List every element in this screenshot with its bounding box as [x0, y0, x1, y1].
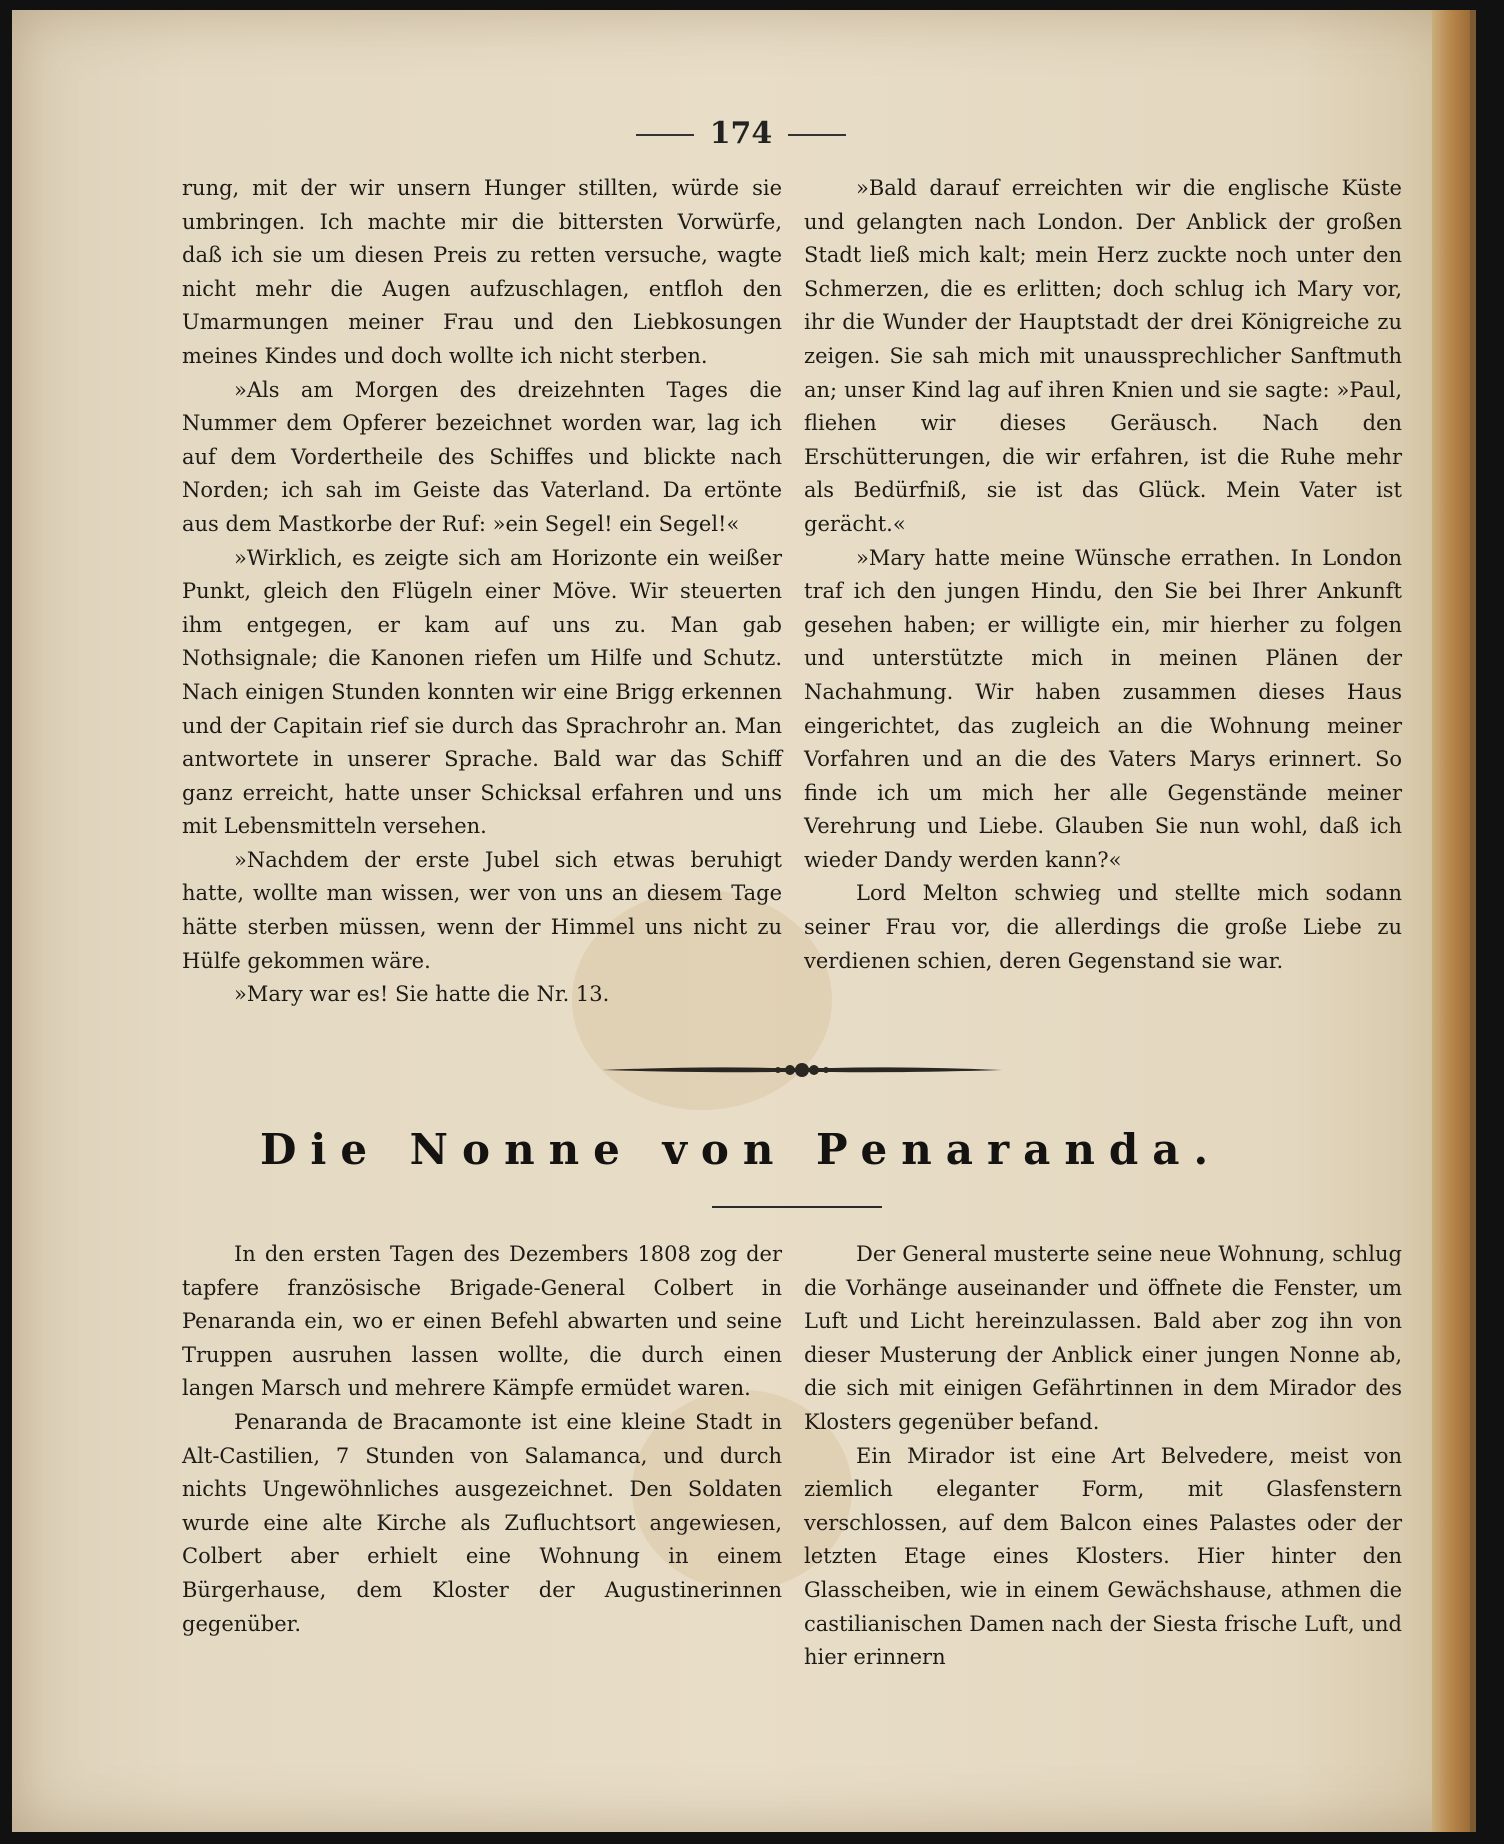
ornament-divider-icon [602, 1056, 1002, 1084]
title-rule [712, 1206, 882, 1208]
paragraph: »Nachdem der erste Jubel sich etwas beruhigt hatte, wollte man wissen, wer von uns an diesem Tage hätte sterben müssen, wenn der Himmel uns nicht zu Hülfe gekommen wäre. [182, 847, 782, 973]
book-page [12, 10, 1476, 1832]
column-bottom-left [182, 1238, 782, 1641]
header-dash-right [788, 134, 846, 136]
paragraph: »Mary hatte meine Wünsche errathen. In London traf ich den jungen Hindu, den Sie bei Ihrer Ankunft gesehen haben; er willigte ein, mir hierher zu folgen und unterstützte mich in meinen Plänen der Nachahmung. Wir haben zusammen dieses Haus eingerichtet, das zugleich an die Wohnung meiner Vorfahren und an die des Vaters Marys erinnert. So finde ich um mich her alle Gegenstände meiner Verehrung und Liebe. Glauben Sie nun wohl, daß ich wieder Dandy werden kann?« [804, 545, 1402, 872]
article-title: Die Nonne von Penaranda. [259, 1125, 1223, 1174]
paragraph: In den ersten Tagen des Dezembers 1808 zog der tapfere französische Brigade-General Colbert in Penaranda ein, wo er einen Befehl abwarten und seine Truppen ausruhen lassen wollte, die durch einen langen Marsch und mehrere Kämpfe ermüdet waren. [182, 1242, 782, 1401]
paragraph: Ein Mirador ist eine Art Belvedere, meist von ziemlich eleganter Form, mit Glasfenstern verschlossen, auf dem Balcon eines Palastes oder der letzten Etage eines Klosters. Hier hinter den Glasscheiben, wie in einem Gewächshause, athmen die castilianischen Damen nach der Siesta frische Luft, und hier erinnern [804, 1443, 1402, 1670]
paragraph: Penaranda de Bracamonte ist eine kleine Stadt in Alt-Castilien, 7 Stunden von Salamanca, und durch nichts Ungewöhnliches ausgezeichnet. Den Soldaten wurde eine alte Kirche als Zufluchtsort angewiesen, Colbert aber erhielt eine Wohnung in einem Bürgerhause, dem Kloster der Augustinerinnen gegenüber. [182, 1409, 782, 1636]
paragraph: »Mary war es! Sie hatte die Nr. 13. [234, 982, 610, 1007]
page-number: 174 [709, 116, 773, 151]
paragraph: »Bald darauf erreichten wir die englische Küste und gelangten nach London. Der Anblick der großen Stadt ließ mich kalt; mein Herz zuckte noch unter den Schmerzen, die es erlitten; doch schlug ich Mary vor, ihr die Wunder der Hauptstadt der drei Königreiche zu zeigen. Sie sah mich mit unaussprechlicher Sanftmuth an; unser Kind lag auf ihren Knien und sie sagte: »Paul, fliehen wir dieses Geräusch. Nach den Erschütterungen, die wir erfahren, ist die Ruhe mehr als Bedürfniß, sie ist das Glück. Mein Vater ist gerächt.« [804, 176, 1402, 536]
paragraph: Der General musterte seine neue Wohnung, schlug die Vorhänge auseinander und öffnete die Fenster, um Luft und Licht hereinzulassen. Bald aber zog ihn von dieser Musterung der Anblick einer jungen Nonne ab, die sich mit einigen Gefährtinnen in dem Mirador des Klosters gegenüber befand. [804, 1242, 1402, 1434]
column-bottom-right [804, 1238, 1402, 1675]
paragraph: rung, mit der wir unsern Hunger stillten, würde sie umbringen. Ich machte mir die bittersten Vorwürfe, daß ich sie um diesen Preis zu retten versuche, wagte nicht mehr die Augen aufzuschlagen, entfloh den Umarmungen meiner Frau und den Liebkosungen meines Kindes und doch wollte ich nicht sterben. [182, 176, 782, 368]
column-top-right [804, 172, 1402, 978]
column-top-left [182, 172, 782, 1012]
paragraph: »Als am Morgen des dreizehnten Tages die Nummer dem Opferer bezeichnet worden war, lag ich auf dem Vordertheile des Schiffes und blickte nach Norden; ich sah im Geiste das Vaterland. Da ertönte aus dem Mastkorbe der Ruf: »ein Segel! ein Segel!« [182, 377, 782, 536]
page-header [12, 116, 1470, 151]
paragraph: »Wirklich, es zeigte sich am Horizonte ein weißer Punkt, gleich den Flügeln einer Möve. Wir steuerten ihm entgegen, er kam auf uns zu. Man gab Nothsignale; die Kanonen riefen um Hilfe und Schutz. Nach einigen Stunden konnten wir eine Brigg erkennen und der Capitain rief sie durch das Sprachrohr an. Man antwortete in unserer Sprache. Bald war das Schiff ganz erreicht, hatte unser Schicksal erfahren und uns mit Lebensmitteln versehen. [182, 545, 782, 839]
paragraph: Lord Melton schwieg und stellte mich sodann seiner Frau vor, die allerdings die große Liebe zu verdienen schien, deren Gegenstand sie war. [804, 881, 1402, 973]
header-dash-left [636, 134, 694, 136]
page-edge [1432, 10, 1472, 1832]
